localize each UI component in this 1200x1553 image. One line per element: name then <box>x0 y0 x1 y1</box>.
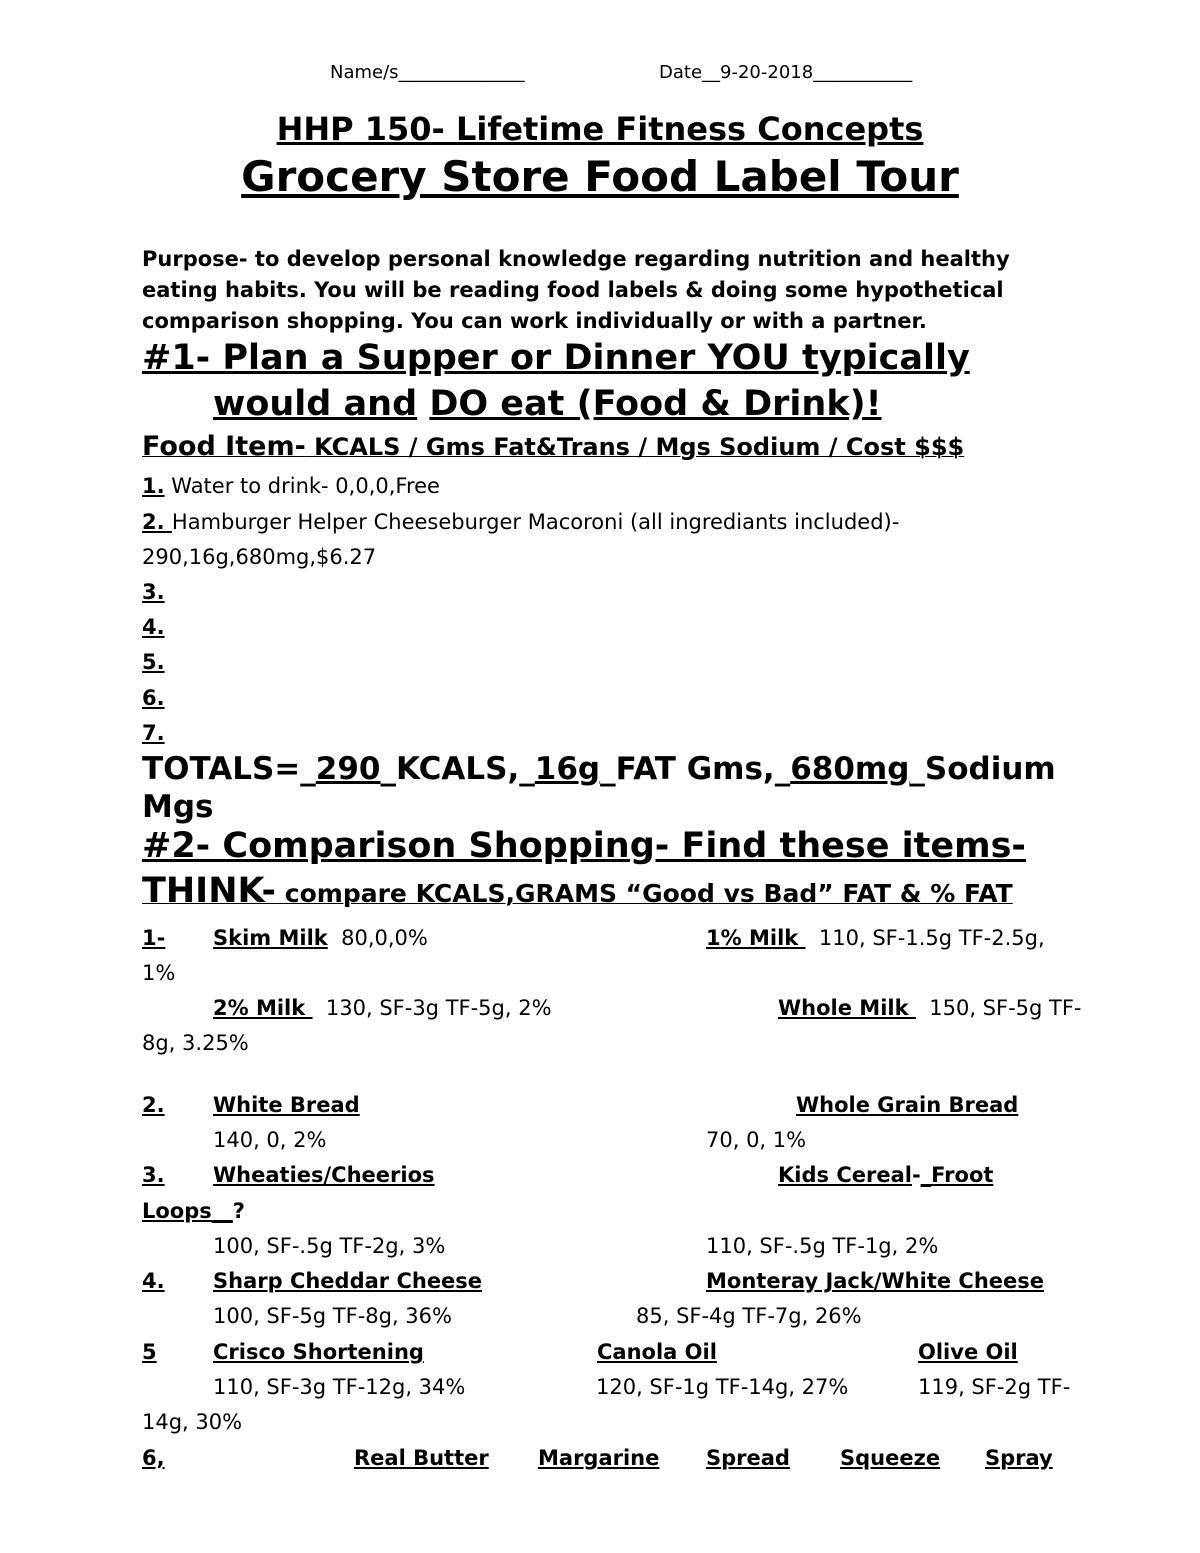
name-line <box>330 62 525 83</box>
olive-values-continued: 14g, 30% <box>142 1410 243 1434</box>
food-item-header <box>142 431 964 462</box>
one-percent-milk-values: 110, SF-1.5g TF-2.5g, <box>818 926 1045 950</box>
item-text: Water to drink- 0,0,0,Free <box>164 474 440 498</box>
loops-question: ? <box>232 1199 245 1223</box>
item-number: 1. <box>142 474 165 498</box>
kids-cereal-label: Kids Cereal <box>778 1163 912 1187</box>
crisco-values: 110, SF-3g TF-12g, 34% <box>213 1375 466 1399</box>
wheaties-cheerios-label: Wheaties/Cheerios <box>213 1163 435 1187</box>
meal-item-3: 3. <box>142 580 165 604</box>
meal-item-7: 7. <box>142 721 165 745</box>
whole-milk-continued: 8g, 3.25% <box>142 1031 249 1055</box>
whole-grain-bread-values: 70, 0, 1% <box>706 1128 807 1152</box>
meal-item-5: 5. <box>142 650 165 674</box>
section1-heading-do-eat: DO eat (Food & Drink)! <box>429 384 882 424</box>
loops-line <box>142 1199 245 1223</box>
meal-item-6: 6. <box>142 686 165 710</box>
meal-item-4: 4. <box>142 615 165 639</box>
totals-label: TOTALS=_ <box>142 751 316 787</box>
froot-label: _Froot <box>920 1163 994 1187</box>
canola-label: Canola Oil <box>597 1340 717 1364</box>
name-label: Name/s <box>330 62 399 83</box>
think-text: compare KCALS,GRAMS “Good vs Bad” FAT & % FAT <box>276 879 1013 908</box>
olive-values: 119, SF-2g TF- <box>918 1375 1071 1399</box>
crisco-label: Crisco Shortening <box>213 1340 424 1364</box>
skim-milk-values: 80,0,0% <box>341 926 428 950</box>
kids-cereal <box>778 1163 993 1187</box>
section2-heading: #2- Comparison Shopping- Find these items- <box>142 826 1026 866</box>
course-title: HHP 150- Lifetime Fitness Concepts <box>276 110 924 148</box>
date-blank: ___________ <box>813 62 913 83</box>
date-line <box>659 62 912 83</box>
canola-values: 120, SF-1g TF-14g, 27% <box>596 1375 849 1399</box>
totals-fat-label: _FAT Gms,_ <box>600 751 791 787</box>
wheaties-values: 100, SF-.5g TF-2g, 3% <box>213 1234 446 1258</box>
skim-milk-label: Skim Milk <box>213 926 328 950</box>
food-item-label: Food Item- <box>142 431 306 462</box>
purpose-line-2: eating habits. You will be reading food labels & doing some hypothetical <box>142 278 1004 302</box>
two-percent-milk-label: 2% Milk <box>213 996 313 1020</box>
whole-milk-label: Whole Milk <box>778 996 916 1020</box>
totals-fat: 16g <box>534 751 601 787</box>
white-bread-values: 140, 0, 2% <box>213 1128 327 1152</box>
squeeze-label: Squeeze <box>840 1446 941 1470</box>
one-percent-milk <box>706 926 1045 950</box>
one-percent-milk-label-b: % Milk <box>720 926 806 950</box>
whole-grain-bread-label: Whole Grain Bread <box>796 1093 1019 1117</box>
whole-milk-values: 150, SF-5g TF- <box>929 996 1082 1020</box>
kids-cereal-values: 110, SF-.5g TF-1g, 2% <box>706 1234 939 1258</box>
item-number: 2. <box>142 510 172 534</box>
section1-heading-line2 <box>213 384 882 424</box>
one-percent-milk-continued: 1% <box>142 961 176 985</box>
totals-sodium-continued: Mgs <box>142 789 214 825</box>
date-value: 9-20-2018 <box>720 62 814 83</box>
course-title-row <box>0 110 1200 148</box>
real-butter-label: Real Butter <box>354 1446 489 1470</box>
totals-sodium: 680mg <box>790 751 910 787</box>
monterey-label: Monteray Jack/White Cheese <box>706 1269 1044 1293</box>
loops-label: Loops__ <box>142 1199 233 1223</box>
purpose-line-3: comparison shopping. You can work individually or with a partner. <box>142 309 927 333</box>
meal-item-2-continued: 290,16g,680mg,$6.27 <box>142 545 377 569</box>
meal-item-1 <box>142 474 440 498</box>
whole-milk <box>778 996 1082 1020</box>
section1-heading-line1: #1- Plan a Supper or Dinner YOU typically <box>142 338 970 378</box>
kids-cereal-dash: - <box>911 1163 921 1187</box>
row1-number: 1- <box>142 926 166 950</box>
section1-heading-would: would and <box>213 384 418 424</box>
think-line <box>142 871 1013 911</box>
row6-number: 6, <box>142 1446 165 1470</box>
skim-milk <box>213 926 428 950</box>
meal-item-2 <box>142 510 899 534</box>
spread-label: Spread <box>706 1446 790 1470</box>
two-percent-milk <box>213 996 552 1020</box>
food-item-columns: KCALS / Gms Fat&Trans / Mgs Sodium / Cost $$$ <box>305 433 965 461</box>
date-label: Date__ <box>659 62 721 83</box>
white-bread-label: White Bread <box>213 1093 360 1117</box>
name-blank: ______________ <box>398 62 525 83</box>
cheddar-label: Sharp Cheddar Cheese <box>213 1269 483 1293</box>
spray-label: Spray <box>985 1446 1053 1470</box>
purpose-line-1: Purpose- to develop personal knowledge regarding nutrition and healthy <box>142 247 1010 271</box>
row3-number: 3. <box>142 1163 165 1187</box>
row5-number: 5 <box>142 1340 157 1364</box>
one-percent-milk-label-a: 1 <box>706 926 721 950</box>
totals-sodium-label: _Sodium <box>909 751 1056 787</box>
monterey-values: 85, SF-4g TF-7g, 26% <box>636 1304 862 1328</box>
row4-number: 4. <box>142 1269 165 1293</box>
totals-line <box>142 751 1056 787</box>
item-text: Hamburger Helper Cheeseburger Macoroni (all ingrediants included)- <box>171 510 900 534</box>
main-title: Grocery Store Food Label Tour <box>241 152 959 201</box>
olive-label: Olive Oil <box>918 1340 1018 1364</box>
margarine-label: Margarine <box>538 1446 660 1470</box>
row2-number: 2. <box>142 1093 165 1117</box>
totals-kcal-label: _KCALS,_ <box>380 751 535 787</box>
two-percent-milk-values: 130, SF-3g TF-5g, 2% <box>325 996 552 1020</box>
cheddar-values: 100, SF-5g TF-8g, 36% <box>213 1304 452 1328</box>
totals-kcal: 290 <box>315 751 381 787</box>
think-label: THINK- <box>142 871 277 911</box>
main-title-row <box>0 152 1200 201</box>
